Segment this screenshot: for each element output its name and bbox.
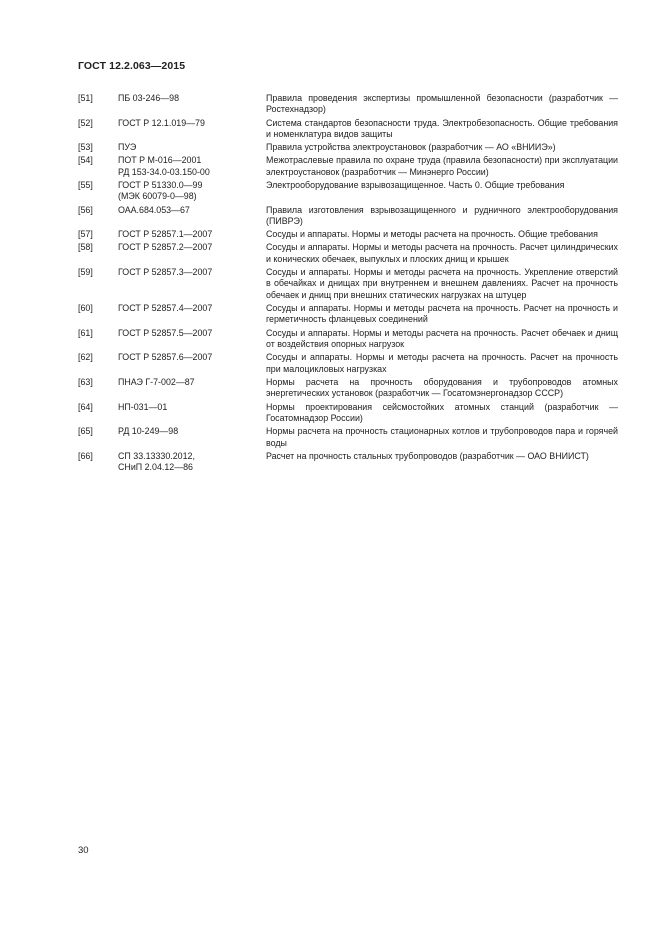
reference-code: ГОСТ Р 52857.5—2007 [118,327,213,338]
reference-entry [78,93,618,116]
reference-number: [51] [78,93,93,103]
reference-entry [78,180,618,203]
reference-entry [78,205,618,228]
reference-number: [65] [78,426,93,437]
reference-title: Правила устройства электроустановок (разработчик — АО «ВНИИЭ») [266,142,556,153]
reference-code: ГОСТ Р 51330.0—99 (МЭК 60079-0—98) [118,180,203,202]
references-list [78,93,618,475]
reference-number: [66] [78,450,93,461]
reference-number: [61] [78,327,93,338]
reference-entry [78,229,618,240]
reference-code: ПБ 03-246—98 [118,93,180,103]
page-number: 30 [78,845,89,856]
reference-code: ГОСТ Р 52857.6—2007 [118,352,213,363]
reference-title: Сосуды и аппараты. Нормы и методы расчета на прочность. Укрепление отверстий в обечайках и днищах при внутреннем и внешнем давлениях. Расчет на прочность обечаек и днищ при внешних статических нагрузках на штуцер [266,267,618,300]
reference-number: [55] [78,180,93,191]
reference-number: [59] [78,267,93,278]
reference-title: Расчет на прочность стальных трубопроводов (разработчик — ОАО ВНИИСТ) [266,450,589,461]
reference-title: Нормы расчета на прочность оборудования и трубопроводов атомных энергетических установок (разработчик — Госатомэнергонадзор СССР) [266,376,618,399]
reference-code: ОАА.684.053—67 [118,204,190,215]
reference-entry [78,451,618,474]
reference-number: [63] [78,376,93,387]
reference-code: ГОСТ Р 52857.4—2007 [118,303,213,314]
reference-entry [78,155,618,178]
reference-code: СП 33.13330.2012, СНиП 2.04.12—86 [118,450,195,473]
reference-title: Сосуды и аппараты. Нормы и методы расчета на прочность. Расчет обечаек и днищ от воздействия опорных нагрузок [266,327,618,350]
reference-entry [78,242,618,265]
reference-title: Правила проведения экспертизы промышленной безопасности (разработчик — Ростехнадзор) [266,93,618,115]
reference-code: ПОТ Р М-016—2001 РД 153-34.0-03.150-00 [118,155,210,177]
reference-number: [60] [78,303,93,314]
reference-code: ПУЭ [118,142,137,153]
reference-title: Сосуды и аппараты. Нормы и методы расчета на прочность. Общие требования [266,229,598,240]
reference-title: Межотраслевые правила по охране труда (правила безопасности) при эксплуатации электроустановок (разработчик — Минэнерго России) [266,155,618,177]
reference-code: ГОСТ Р 52857.3—2007 [118,267,213,278]
reference-code: ГОСТ Р 12.1.019—79 [118,117,205,128]
reference-number: [53] [78,142,93,153]
reference-entry [78,267,618,301]
reference-title: Нормы расчета на прочность стационарных котлов и трубопроводов пара и горячей воды [266,426,618,448]
reference-entry [78,352,618,375]
reference-number: [57] [78,229,93,240]
reference-number: [56] [78,204,93,215]
reference-title: Нормы проектирования сейсмостойких атомных станций (разработчик — Госатомнадзор России) [266,401,618,423]
reference-entry [78,303,618,326]
reference-title: Система стандартов безопасности труда. Электробезопасность. Общие требования и номенклатура видов защиты [266,117,618,140]
reference-title: Сосуды и аппараты. Нормы и методы расчета на прочность. Расчет на прочность и герметичность фланцевых соединений [266,303,618,325]
document-header: ГОСТ 12.2.063—2015 [78,60,186,72]
reference-title: Электрооборудование взрывозащищенное. Часть 0. Общие требования [266,180,565,191]
reference-entry [78,402,618,425]
reference-entry [78,377,618,400]
reference-entry [78,426,618,449]
reference-number: [58] [78,242,93,253]
reference-code: РД 10-249—98 [118,426,179,437]
reference-title: Сосуды и аппараты. Нормы и методы расчета на прочность. Расчет цилиндрических и конических обечаек, выпуклых и плоских днищ и крышек [266,242,618,264]
reference-entry [78,118,618,141]
reference-number: [54] [78,155,93,166]
reference-title: Правила изготовления взрывозащищенного и рудничного электрооборудования (ПИВРЭ) [266,204,618,227]
reference-number: [52] [78,117,93,128]
reference-entry [78,328,618,351]
reference-entry [78,142,618,153]
reference-title: Сосуды и аппараты. Нормы и методы расчета на прочность. Расчет на прочность при малоцикловых нагрузках [266,352,618,374]
reference-code: ГОСТ Р 52857.1—2007 [118,229,213,240]
reference-number: [64] [78,401,93,412]
reference-code: ПНАЭ Г-7-002—87 [118,376,195,387]
reference-code: НП-031—01 [118,401,168,412]
reference-number: [62] [78,352,93,363]
reference-code: ГОСТ Р 52857.2—2007 [118,242,213,253]
